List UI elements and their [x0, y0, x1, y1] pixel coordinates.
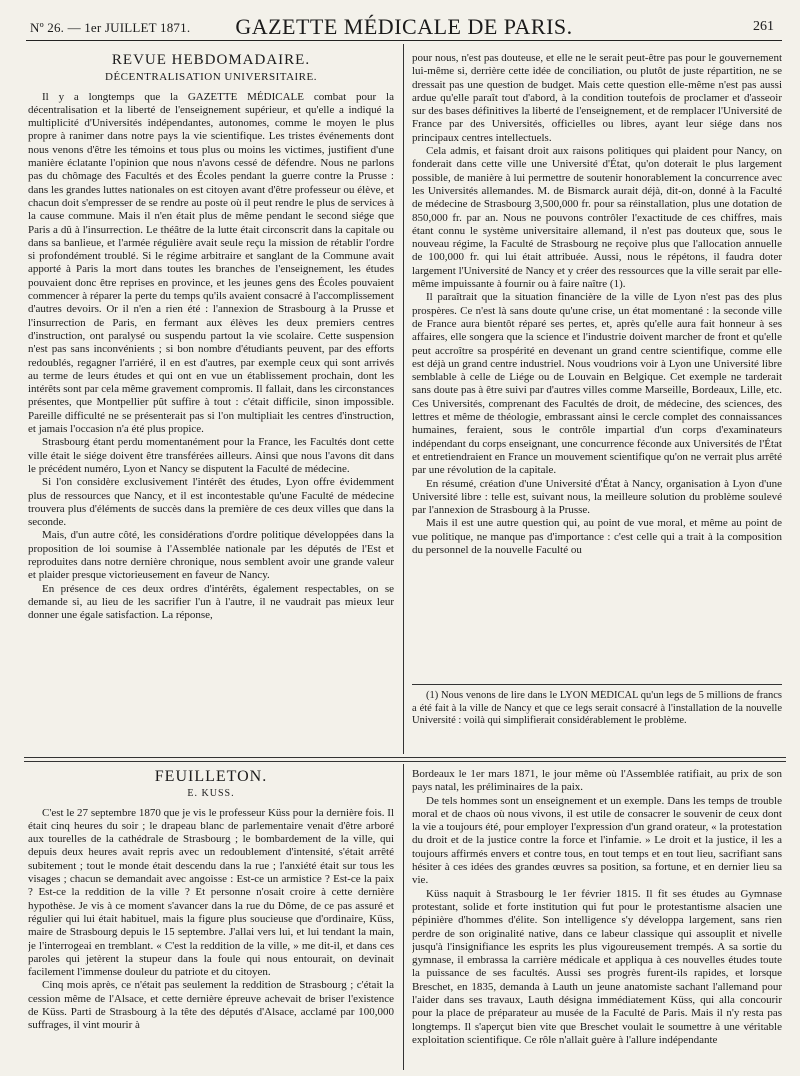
- article-paragraph: pour nous, n'est pas douteuse, et elle ne le serait peut-être pas pour le gouvernement lui-même si, derrière cette idée de conciliation, ou plutôt de juste répartition, ne se dressait pas une question de budget. Mais cette question elle-même n'est pas aussi ardue qu'elle paraît tout d'abord, à la condition toutefois de proclamer et d'asseoir sur des bases définitives la liberté de l'enseignement, et de remplacer l'Université de France par des Universités, officielles ou libres, ayant leur siége dans nos principaux centres intellectuels.: [412, 52, 782, 144]
- article-paragraph: Mais, d'un autre côté, les considérations d'ordre politique développées dans la proposition de loi soumise à l'Assemblée nationale par les députés de l'Est et reproduites dans notre dernière chronique, nous semblent avoir une grande valeur et plaider presque victorieusement en faveur de Nancy.: [28, 529, 394, 582]
- article-paragraph: Cinq mois après, ce n'était pas seulement la reddition de Strasbourg ; c'était la cession même de l'Alsace, et cette dernière épreuve achevait de briser l'existence de Küss. Parti de Strasbourg à la tête des députés d'Alsace, acclamé par 100,000 suffrages, il vint mourir à: [28, 979, 394, 1032]
- feuilleton-column-left: [28, 768, 394, 1072]
- article-paragraph: Bordeaux le 1er mars 1871, le jour même où l'Assemblée ratifiait, au prix de son pays natal, les préliminaires de la paix.: [412, 768, 782, 794]
- issue-date: Nº 26. — 1er JUILLET 1871.: [30, 20, 191, 35]
- footnote-text: (1) Nous venons de lire dans le LYON MÉDICAL qu'un legs de 5 millions de francs a été fait à la ville de Nancy et que ce legs serait consacré à l'installation de la nouvelle Université : voilà qui simplifierait considérablement le problème.: [412, 690, 782, 726]
- article-paragraph: Cela admis, et faisant droit aux raisons politiques qui plaident pour Nancy, on fonderait dans cette ville une Université d'État, qu'on doterait le plus largement possible, de manière à lui permettre de soutenir honorablement la concurrence avec les Universités allemandes. M. de Bismarck aurait déjà, dit-on, donné à la Faculté de médecine de Strasbourg 3,500,000 fr. pour sa réinstallation, plus une dotation de 850,000 fr. par an. Nous ne pouvons contrôler l'exactitude de ces chiffres, mais étant connu le système universitaire allemand, il n'est pas douteux que, sous le nouveau régime, la Faculté de Strasbourg ne reçoive plus que l'allocation annuelle de 100,000 fr. qui lui était attribuée. Aussi, nous le répétons, il faudra doter largement l'Université de Nancy et y créer des ressources que la ville serait par elle-même impuissante à fournir ou à faire naître (1).: [412, 145, 782, 291]
- article-paragraph: Küss naquit à Strasbourg le 1er février 1815. Il fit ses études au Gymnase protestant, solide et forte institution qui fut pour le protestantisme alsacien une pépinière d'hommes d'élite. Son intelligence s'y développa largement, sans rien perdre de son originalité native, dans ce labeur classique qui assouplit et nivelle jusqu'à l'insignifiance les esprits les plus vigoureusement trempés. A sa sortie du gymnase, il embrassa la carrière médicale et appliqua à ces nouvelles études toute la puissance de ses facultés. Aussi ses progrès furent-ils rapides, et lorsque Breschet, en 1835, demanda à Lauth un jeune anatomiste sachant l'allemand pour l'aider dans ses travaux, Lauth désigna immédiatement Küss, qui alla concourir pour la place de préparateur au musée de la Faculté de Paris. Mais il n'y resta pas longtemps. Il s'aperçut bien vite que Breschet voulait le soumettre à une véritable exploitation scientifique. Ce rôle n'allait guère à l'allure indépendante: [412, 887, 782, 1046]
- page-number: 261: [753, 19, 774, 34]
- feuilleton-author: E. KUSS.: [187, 788, 235, 800]
- article-paragraph: Il paraîtrait que la situation financière de la ville de Lyon n'est pas des plus prospères. Ce n'est là sans doute qu'une crise, un état momentané : la seconde ville de France aura bientôt réparé ses pertes, et, après qu'elle aura fait honneur à ses affaires, elle songera que la science et l'industrie doivent marcher de front et qu'elle peut accroître sa prospérité en devenant un grand centre scientifique, comme elle est déjà un grand centre industriel. Nous voudrions voir à Lyon une Université libre semblable à celle de Liége ou de Louvain en Belgique. Cet exemple ne tarderait sans doute pas à être suivi par d'autres villes comme Marseille, Bordeaux, Lille, etc. Ces Universités, comprenant des Facultés de droit, de médecine, des sciences, des lettres et même de théologie, embrassant ainsi le cercle complet des connaissances humaines, feraient, sous le contrôle impartial d'un corps d'examinateurs indépendant du corps enseignant, une concurrence féconde aux Universités de l'État et entretiendraient en France un mouvement scientifique qu'on ne verrait plus arrêté par une révolution de la capitale.: [412, 291, 782, 477]
- section-divider: [24, 757, 786, 758]
- section-divider-2: [24, 761, 786, 762]
- footnote-rule: [412, 684, 782, 685]
- revue-column-left: [28, 52, 394, 752]
- revue-title: REVUE HEBDOMADAIRE.: [111, 52, 311, 68]
- masthead-title: GAZETTE MÉDICALE DE PARIS.: [235, 14, 573, 39]
- footnote: [412, 690, 782, 752]
- article-paragraph: Mais il est une autre question qui, au point de vue moral, et même au point de vue politique, ne manque pas d'importance : c'est celle qui a trait à la composition du personnel de la nouvelle Faculté ou: [412, 517, 782, 556]
- article-paragraph: Si l'on considère exclusivement l'intérêt des études, Lyon offre évidemment plus de ressources que Nancy, et il est incontestable qu'une Faculté de médecine trouvera plus d'éléments de succès dans la première de ces deux villes que dans la seconde.: [28, 476, 394, 529]
- article-paragraph: C'est le 27 septembre 1870 que je vis le professeur Küss pour la dernière fois. Il était cinq heures du soir ; le drapeau blanc de parlementaire venait d'être arboré aux tourelles de la cathédrale de Strasbourg ; le bombardement de la ville, qui depuis deux heures avait repris avec un redoublement d'intensité, s'était arrêté subitement ; tout le monde était descendu dans la rue ; l'anxiété était sur tous les visages ; chacun se demandait avec angoisse : Est-ce un armistice ? Est-ce la paix ? Est-ce la reddition de la ville ? Et personne n'osait croire à cette dernière hypothèse. Je vis à ce moment s'avancer dans la rue du Dôme, de ce pas assuré et régulier qui lui était habituel, mais la figure plus soucieuse que d'ordinaire, Küss, maire de Strasbourg depuis le 15 septembre. J'allai vers lui, et lui tendant la main, je l'interrogeai en tremblant. « C'est la reddition de la ville, » me dit-il, et dans ces paroles qui jetèrent la stupeur dans la foule qui nous entourait, on devinait facilement l'immense douleur du patriote et du citoyen.: [28, 806, 394, 979]
- revue-subtitle: DÉCENTRALISATION UNIVERSITAIRE.: [105, 71, 317, 84]
- column-divider-top: [403, 44, 404, 754]
- article-paragraph: Il y a longtemps que la GAZETTE MÉDICALE combat pour la décentralisation et la liberté de l'enseignement supérieur, et qu'elle a indiqué la multiplicité d'Universités indépendantes, autonomes, comme le moyen le plus propre à ranimer dans notre pays la vie scientifique. Les tristes événements dont nous venons d'être les témoins et tous plus ou moins les victimes, justifient d'une manière éclatante l'opinion que nous n'avons cessé de défendre. Nous ne parlons pas du chômage des Facultés et des Écoles pendant la guerre contre la Prusse : dans les grandes luttes nationales on est citoyen avant d'être professeur ou élève, et chacun doit s'empresser de se rendre au poste où il peut rendre le plus de services à la cause commune. Mais il n'en était plus de même pendant le second siége que Paris a dû à l'insurrection. Le théâtre de la lutte était circonscrit dans la capitale ou dans sa banlieue, et l'armée régulière avait seule reçu la mission de rétablir l'ordre si profondément troublé. Si le régime arbitraire et sanglant de la Commune avait apporté à Paris la mort dans toutes les branches de l'enseignement, les études pouvaient donc être reprises en province, et les jeunes gens des Écoles pouvaient commencer à réparer la perte du temps qu'ils avaient consacré à l'accomplissement d'autres devoirs. Or il n'en a rien été : l'annexion de Strasbourg à la Prusse et l'insurrection de Paris, en fermant aux élèves les deux premiers centres d'instruction, ont paralysé ou suspendu partout la vie scolaire. Cette suspension n'est pas sans inconvénients ; si bon nombre d'étudiants peuvent, par des efforts redoublés, regagner l'arriéré, il en est d'autres, par exemple ceux qui sont arrivés au terme de leurs études et qui ont en vue un établissement prochain, dont les intérêts sont par cela même gravement compromis. Il fallait, dans les circonstances présentes, que Montpellier pût suffire à tout : c'était difficile, sinon impossible. Pareille difficulté ne se présenterait pas si l'on multipliait les centres d'instruction, et jamais l'occasion n'a été plus propice.: [28, 90, 394, 436]
- page-header: [26, 12, 782, 41]
- article-paragraph: De tels hommes sont un enseignement et un exemple. Dans les temps de trouble moral et de chaos où nous vivons, il est utile de consacrer le souvenir de ceux dont la vie a toujours été, pour employer l'expression d'un grand orateur, « la protestation du droit et de la justice contre la force et l'infamie. » Le droit et la justice, il les a toujours affirmés envers et contre tous, en tout temps et en tout lieu, sacrifiant sans hésiter à ces idées des grandes œuvres sa position, sa fortune, et en dernier lieu sa vie.: [412, 794, 782, 887]
- column-divider-bottom: [403, 764, 404, 1070]
- revue-column-right: [412, 52, 782, 680]
- article-paragraph: Strasbourg étant perdu momentanément pour la France, les Facultés dont cette ville était le siége doivent être transférées ailleurs. Ainsi que nous l'avons dit dans le précédent numéro, Lyon et Nancy se disputent la Faculté de médecine.: [28, 436, 394, 475]
- feuilleton-column-right: [412, 768, 782, 1072]
- feuilleton-title: FEUILLETON.: [154, 768, 268, 785]
- article-paragraph: En résumé, création d'une Université d'État à Nancy, organisation à Lyon d'une Université libre : telle est, suivant nous, la meilleure solution du problème soulevé par l'annexion de Strasbourg à la Prusse.: [412, 477, 782, 517]
- article-paragraph: En présence de ces deux ordres d'intérêts, également respectables, on se demande si, au lieu de les sacrifier l'un à l'autre, il ne vaudrait pas mieux leur donner une égale satisfaction. La réponse,: [28, 582, 394, 622]
